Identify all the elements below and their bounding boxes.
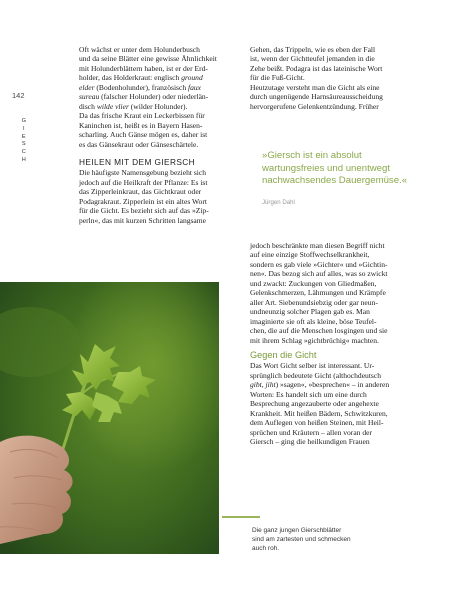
- section-vertical-label: [21, 118, 27, 165]
- heading-gegen-die-gicht: Gegen die Gicht: [250, 349, 317, 360]
- section-letter: I: [22, 125, 26, 132]
- text-column-right-top: [250, 45, 410, 111]
- section-letter: H: [21, 156, 27, 163]
- paragraph-heilkraft: Die häufigste Namensgebung bezieht sich jedoch auf die Heilkraft der Pflanze: Es ist das Zipperleinkraut, das Gichtkraut oder Podagrakraut. Zipperlein ist ein altes Wort für die Gicht. Es bezieht sich auf das »Zip- perln«, das mit kurzen Schritten langsame: [79, 168, 209, 225]
- section-letter: C: [21, 149, 27, 156]
- pull-quote: [262, 150, 410, 206]
- quote-author: Jürgen Dahl: [262, 198, 295, 206]
- photo-caption: Die ganz jungen Gierschblätter sind am zartesten und schmecken auch roh.: [252, 527, 351, 553]
- paragraph-wort-gicht: Das Wort Gicht selber ist interessant. Ur- sprünglich bedeutete Gicht (althochdeutsch gibt, jiht) »sagen«, »besprechen« – in anderen Worten: Es handelt sich um eine durch Besprechung angezauberte oder angehexte Krankheit. Mit heißen Bädern, Schwitzkuren, dem Auflegen von heißen Steinen, mit Heil- sprüchen und Kräutern – allen voran der Giersch – ging die heilkundigen Frauen: [250, 361, 390, 447]
- section-letter: G: [21, 118, 27, 124]
- text-column-right-bottom: [250, 241, 410, 447]
- paragraph-trippeln: Gehen, das Trippeln, wie es eben der Fall ist, wenn der Gichtteufel jemanden in die Zehe beißt. Podagra ist das lateinische Wort für die Fuß-Gicht. Heutzutage versteht man die Gicht als eine durch ungenügende Harnsäureausscheidung hervorgerufene Gelenkentzündung. Früher: [250, 45, 383, 111]
- paragraph-gichter: jedoch beschränkte man diesen Begriff nicht auf eine einzige Stoffwechselkrankheit, sondern es gab viele »Gichter« und »Gichtin- nen«. Das bezog sich auf alles, was so zwickt und zwackt: Zuckungen von Gliedmaßen, Gelenkschmerzen, Lähmungen und Krämpfe aller Art. Siebenundsiebzig oder gar neun- undneunzig solcher Plagen gab es. Man imaginierte sie oft als kleine, böse Teufel- chen, die auf die Menschen losgingen und sie mit ihrem Schlag »gichtbrüchig« machten.: [250, 241, 388, 345]
- caption-rule: [222, 516, 260, 518]
- paragraph-holunder: Oft wächst er unter dem Holunderbusch und da seine Blätter eine gewisse Ähnlichkeit mit Holunderblättern haben, ist er der Erd- holder, das Holderkraut: englisch ground elder (Bodenholunder), französisch faux sureau (falscher Holunder) oder niederlän- disch wilde vlier (wilder Holunder). Da das frische Kraut ein Leckerbissen für Kaninchen ist, heißt es in Bayern Hasen- scharling. Auch Gänse mögen es, daher ist es das Gänsekraut oder Gänseschärtele.: [79, 45, 217, 149]
- heading-heilen: HEILEN MIT DEM GIERSCH: [79, 156, 196, 167]
- quote-text: »Giersch ist ein absolut wartungsfreies und unentwegt nachwachsendes Dauergemüse.«: [262, 150, 408, 187]
- page-number: 142: [12, 91, 25, 100]
- section-letter: E: [21, 133, 27, 140]
- section-letter: S: [21, 141, 27, 148]
- giersch-photo: [0, 282, 219, 554]
- text-column-left: [79, 45, 232, 225]
